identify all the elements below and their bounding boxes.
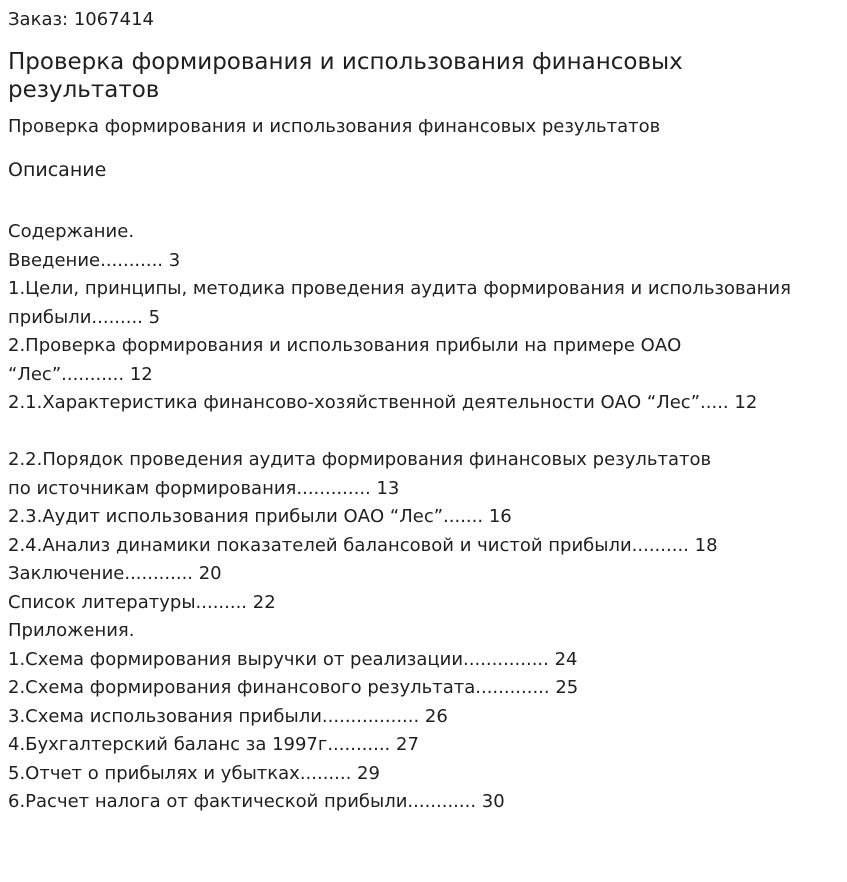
content-line: по источникам формирования............. 13 — [8, 477, 400, 499]
content-line: 4.Бухгалтерский баланс за 1997г........... 27 — [8, 734, 419, 755]
description-heading: Описание — [8, 159, 107, 181]
content-line: Заключение............ 20 — [8, 563, 222, 584]
content-line: “Лес”........... 12 — [8, 363, 153, 385]
page-subtitle: Проверка формирования и использования финансовых результатов — [8, 116, 661, 137]
content-line: 2.Проверка формирования и использования прибыли на примере ОАО — [8, 335, 682, 356]
content-line: 2.2.Порядок проведения аудита формирования финансовых результатов — [8, 449, 712, 470]
description-content — [8, 218, 843, 817]
content-line: 3.Схема использования прибыли................. 26 — [8, 705, 448, 727]
content-line: 5.Отчет о прибылях и убытках......... 29 — [8, 762, 380, 784]
content-line: 1.Цели, принципы, методика проведения аудита формирования и использования — [8, 278, 791, 299]
page-title: Проверка формирования и использования финансовых результатов — [8, 49, 683, 103]
content-line: 2.1.Характеристика финансово-хозяйственной деятельности ОАО “Лес”..... 12 — [8, 392, 758, 413]
blank-line — [8, 418, 843, 447]
content-line: Введение........... 3 — [8, 249, 181, 271]
content-line: Приложения. — [8, 620, 135, 641]
content-line: 6.Расчет налога от фактической прибыли............ 30 — [8, 791, 505, 812]
content-line: 1.Схема формирования выручки от реализации............... 24 — [8, 648, 578, 670]
order-number: Заказ: 1067414 — [8, 9, 154, 30]
content-line: Список литературы......... 22 — [8, 591, 276, 613]
content-line: 2.Схема формирования финансового результата............. 25 — [8, 677, 579, 698]
content-line: 2.4.Анализ динамики показателей балансовой и чистой прибыли.......... 18 — [8, 534, 718, 556]
content-line: Содержание. — [8, 221, 135, 242]
content-line: 2.3.Аудит использования прибыли ОАО “Лес”....... 16 — [8, 506, 512, 527]
content-line: прибыли......... 5 — [8, 306, 161, 328]
